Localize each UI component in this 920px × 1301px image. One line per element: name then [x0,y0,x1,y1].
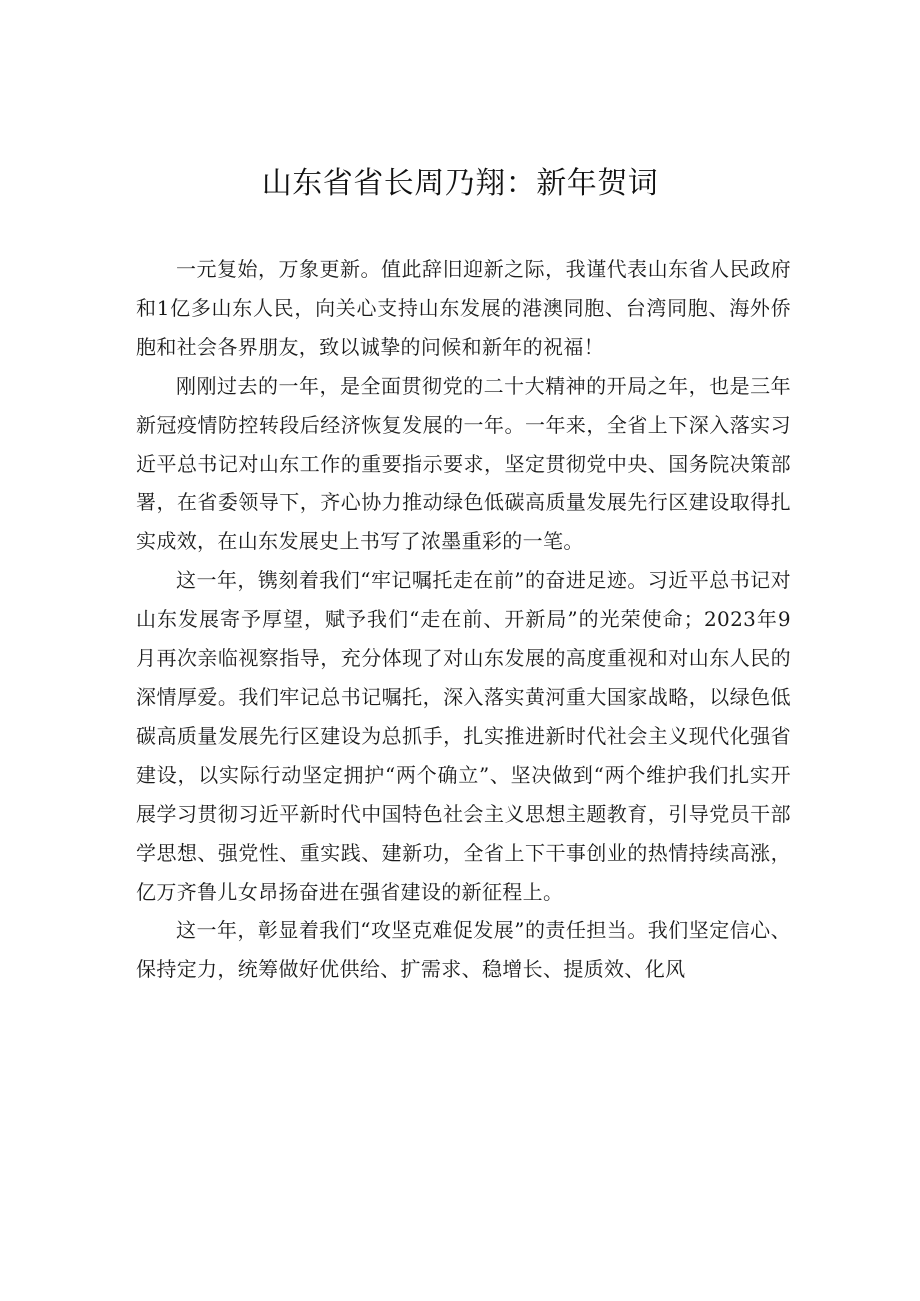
document-body [136,250,791,989]
paragraph: 这一年，彰显着我们“攻坚克难促发展”的责任担当。我们坚定信心、保持定力，统筹做好优供给、扩需求、稳增长、提质效、化风 [136,918,791,982]
document-title: 山东省省长周乃翔：新年贺词 [261,166,659,201]
paragraph: 这一年，镌刻着我们“牢记嘱托走在前”的奋进足迹。习近平总书记对山东发展寄予厚望，赋予我们“走在前、开新局”的光荣使命；2023年9月再次亲临视察指导，充分体现了对山东发展的高度重视和对山东人民的深情厚爱。我们牢记总书记嘱托，深入落实黄河重大国家战略，以绿色低碳高质量发展先行区建设为总抓手，扎实推进新时代社会主义现代化强省建设，以实际行动坚定拥护“两个确立”、坚决做到“两个维护我们扎实开展学习贯彻习近平新时代中国特色社会主义思想主题教育，引导党员干部学思想、强党性、重实践、建新功，全省上下干事创业的热情持续高涨，亿万齐鲁儿女昂扬奋进在强省建设的新征程上。 [136,568,791,904]
paragraph: 刚刚过去的一年，是全面贯彻党的二十大精神的开局之年，也是三年新冠疫情防控转段后经济恢复发展的一年。一年来，全省上下深入落实习近平总书记对山东工作的重要指示要求，坚定贯彻党中央、国务院决策部署，在省委领导下，齐心协力推动绿色低碳高质量发展先行区建设取得扎实成效，在山东发展史上书写了浓墨重彩的一笔。 [136,373,791,554]
paragraph: 一元复始，万象更新。值此辞旧迎新之际，我谨代表山东省人民政府和1亿多山东人民，向关心支持山东发展的港澳同胞、台湾同胞、海外侨胞和社会各界朋友，致以诚挚的问候和新年的祝福！ [136,257,791,359]
